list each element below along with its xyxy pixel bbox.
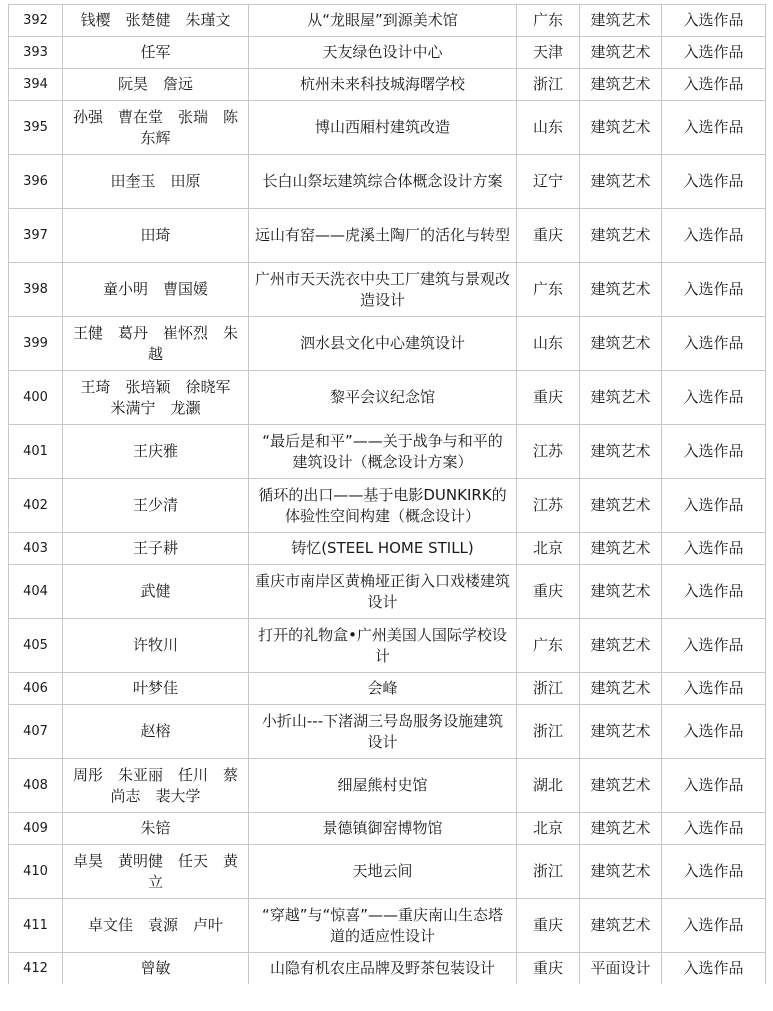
- title-cell: 山隐有机农庄品牌及野茶包装设计: [249, 953, 517, 985]
- row-number: 396: [9, 155, 63, 209]
- result-cell: 入选作品: [662, 759, 766, 813]
- authors-cell: 王健 葛丹 崔怀烈 朱越: [63, 317, 249, 371]
- table-row: [9, 479, 766, 533]
- result-cell: 入选作品: [662, 155, 766, 209]
- title-cell: 细屋熊村史馆: [249, 759, 517, 813]
- title-cell: 会峰: [249, 673, 517, 705]
- authors-cell: 田琦: [63, 209, 249, 263]
- table-row: [9, 705, 766, 759]
- region-cell: 重庆: [517, 371, 580, 425]
- result-cell: 入选作品: [662, 69, 766, 101]
- region-cell: 北京: [517, 533, 580, 565]
- table-row: [9, 899, 766, 953]
- result-cell: 入选作品: [662, 565, 766, 619]
- row-number: 394: [9, 69, 63, 101]
- region-cell: 重庆: [517, 209, 580, 263]
- title-cell: 打开的礼物盒•广州美国人国际学校设计: [249, 619, 517, 673]
- row-number: 393: [9, 37, 63, 69]
- category-cell: 建筑艺术: [580, 69, 662, 101]
- region-cell: 江苏: [517, 479, 580, 533]
- table-row: [9, 425, 766, 479]
- title-cell: 天地云间: [249, 845, 517, 899]
- result-cell: 入选作品: [662, 209, 766, 263]
- region-cell: 浙江: [517, 845, 580, 899]
- region-cell: 浙江: [517, 673, 580, 705]
- region-cell: 辽宁: [517, 155, 580, 209]
- table-row: [9, 953, 766, 985]
- authors-cell: 王子耕: [63, 533, 249, 565]
- category-cell: 建筑艺术: [580, 263, 662, 317]
- title-cell: “穿越”与“惊喜”——重庆南山生态塔道的适应性设计: [249, 899, 517, 953]
- table-row: [9, 155, 766, 209]
- title-cell: 黎平会议纪念馆: [249, 371, 517, 425]
- authors-cell: 孙强 曹在堂 张瑞 陈东辉: [63, 101, 249, 155]
- authors-cell: 曾敏: [63, 953, 249, 985]
- authors-cell: 卓文佳 袁源 卢叶: [63, 899, 249, 953]
- authors-cell: 卓昊 黄明健 任天 黄立: [63, 845, 249, 899]
- row-number: 399: [9, 317, 63, 371]
- title-cell: 天友绿色设计中心: [249, 37, 517, 69]
- result-cell: 入选作品: [662, 619, 766, 673]
- title-cell: 广州市天天洗衣中央工厂建筑与景观改造设计: [249, 263, 517, 317]
- category-cell: 建筑艺术: [580, 705, 662, 759]
- authors-cell: 王少清: [63, 479, 249, 533]
- region-cell: 北京: [517, 813, 580, 845]
- row-number: 406: [9, 673, 63, 705]
- title-cell: 重庆市南岸区黄桷垭正街入口戏楼建筑设计: [249, 565, 517, 619]
- row-number: 408: [9, 759, 63, 813]
- row-number: 405: [9, 619, 63, 673]
- category-cell: 建筑艺术: [580, 5, 662, 37]
- row-number: 411: [9, 899, 63, 953]
- region-cell: 重庆: [517, 953, 580, 985]
- authors-cell: 田奎玉 田原: [63, 155, 249, 209]
- title-cell: 远山有窑——虎溪土陶厂的活化与转型: [249, 209, 517, 263]
- row-number: 412: [9, 953, 63, 985]
- title-cell: 泗水县文化中心建筑设计: [249, 317, 517, 371]
- region-cell: 重庆: [517, 899, 580, 953]
- category-cell: 平面设计: [580, 953, 662, 985]
- row-number: 410: [9, 845, 63, 899]
- region-cell: 山东: [517, 101, 580, 155]
- authors-cell: 朱锫: [63, 813, 249, 845]
- category-cell: 建筑艺术: [580, 101, 662, 155]
- authors-cell: 阮昊 詹远: [63, 69, 249, 101]
- result-cell: 入选作品: [662, 317, 766, 371]
- authors-cell: 叶梦佳: [63, 673, 249, 705]
- title-cell: “最后是和平”——关于战争与和平的建筑设计（概念设计方案）: [249, 425, 517, 479]
- title-cell: 景德镇御窑博物馆: [249, 813, 517, 845]
- row-number: 397: [9, 209, 63, 263]
- table-row: [9, 845, 766, 899]
- category-cell: 建筑艺术: [580, 533, 662, 565]
- result-cell: 入选作品: [662, 425, 766, 479]
- category-cell: 建筑艺术: [580, 899, 662, 953]
- region-cell: 广东: [517, 263, 580, 317]
- title-cell: 小折山---下渚湖三号岛服务设施建筑设计: [249, 705, 517, 759]
- region-cell: 广东: [517, 619, 580, 673]
- region-cell: 天津: [517, 37, 580, 69]
- region-cell: 山东: [517, 317, 580, 371]
- title-cell: 循环的出口——基于电影DUNKIRK的体验性空间构建（概念设计）: [249, 479, 517, 533]
- table-row: [9, 317, 766, 371]
- title-cell: 铸忆(STEEL HOME STILL): [249, 533, 517, 565]
- title-cell: 杭州未来科技城海曙学校: [249, 69, 517, 101]
- result-cell: 入选作品: [662, 813, 766, 845]
- authors-cell: 王庆雅: [63, 425, 249, 479]
- row-number: 407: [9, 705, 63, 759]
- table-row: [9, 813, 766, 845]
- row-number: 403: [9, 533, 63, 565]
- table-row: [9, 371, 766, 425]
- result-cell: 入选作品: [662, 899, 766, 953]
- category-cell: 建筑艺术: [580, 155, 662, 209]
- row-number: 402: [9, 479, 63, 533]
- category-cell: 建筑艺术: [580, 619, 662, 673]
- region-cell: 浙江: [517, 69, 580, 101]
- result-cell: 入选作品: [662, 479, 766, 533]
- title-cell: 博山西厢村建筑改造: [249, 101, 517, 155]
- category-cell: 建筑艺术: [580, 425, 662, 479]
- row-number: 398: [9, 263, 63, 317]
- title-cell: 从“龙眼屋”到源美术馆: [249, 5, 517, 37]
- result-cell: 入选作品: [662, 845, 766, 899]
- authors-cell: 赵榕: [63, 705, 249, 759]
- category-cell: 建筑艺术: [580, 673, 662, 705]
- authors-cell: 任军: [63, 37, 249, 69]
- result-cell: 入选作品: [662, 953, 766, 985]
- table-row: [9, 209, 766, 263]
- category-cell: 建筑艺术: [580, 479, 662, 533]
- region-cell: 重庆: [517, 565, 580, 619]
- category-cell: 建筑艺术: [580, 565, 662, 619]
- authors-cell: 武健: [63, 565, 249, 619]
- authors-cell: 王琦 张培颖 徐晓军 米满宁 龙灏: [63, 371, 249, 425]
- row-number: 392: [9, 5, 63, 37]
- table-row: [9, 101, 766, 155]
- result-cell: 入选作品: [662, 533, 766, 565]
- authors-cell: 许牧川: [63, 619, 249, 673]
- region-cell: 江苏: [517, 425, 580, 479]
- category-cell: 建筑艺术: [580, 813, 662, 845]
- result-cell: 入选作品: [662, 101, 766, 155]
- result-cell: 入选作品: [662, 705, 766, 759]
- table-row: [9, 533, 766, 565]
- result-cell: 入选作品: [662, 37, 766, 69]
- row-number: 409: [9, 813, 63, 845]
- category-cell: 建筑艺术: [580, 37, 662, 69]
- table-row: [9, 69, 766, 101]
- title-cell: 长白山祭坛建筑综合体概念设计方案: [249, 155, 517, 209]
- table-row: [9, 759, 766, 813]
- table-row: [9, 619, 766, 673]
- category-cell: 建筑艺术: [580, 209, 662, 263]
- region-cell: 浙江: [517, 705, 580, 759]
- table-row: [9, 673, 766, 705]
- row-number: 400: [9, 371, 63, 425]
- result-cell: 入选作品: [662, 263, 766, 317]
- result-cell: 入选作品: [662, 673, 766, 705]
- table-row: [9, 263, 766, 317]
- table-row: [9, 565, 766, 619]
- category-cell: 建筑艺术: [580, 759, 662, 813]
- authors-cell: 周彤 朱亚丽 任川 蔡尚志 裴大学: [63, 759, 249, 813]
- result-cell: 入选作品: [662, 5, 766, 37]
- result-cell: 入选作品: [662, 371, 766, 425]
- category-cell: 建筑艺术: [580, 371, 662, 425]
- category-cell: 建筑艺术: [580, 317, 662, 371]
- row-number: 395: [9, 101, 63, 155]
- table-row: [9, 37, 766, 69]
- authors-cell: 钱樱 张楚健 朱瑾文: [63, 5, 249, 37]
- table-row: [9, 5, 766, 37]
- category-cell: 建筑艺术: [580, 845, 662, 899]
- region-cell: 广东: [517, 5, 580, 37]
- works-table: [8, 4, 766, 984]
- row-number: 401: [9, 425, 63, 479]
- region-cell: 湖北: [517, 759, 580, 813]
- row-number: 404: [9, 565, 63, 619]
- authors-cell: 童小明 曹国媛: [63, 263, 249, 317]
